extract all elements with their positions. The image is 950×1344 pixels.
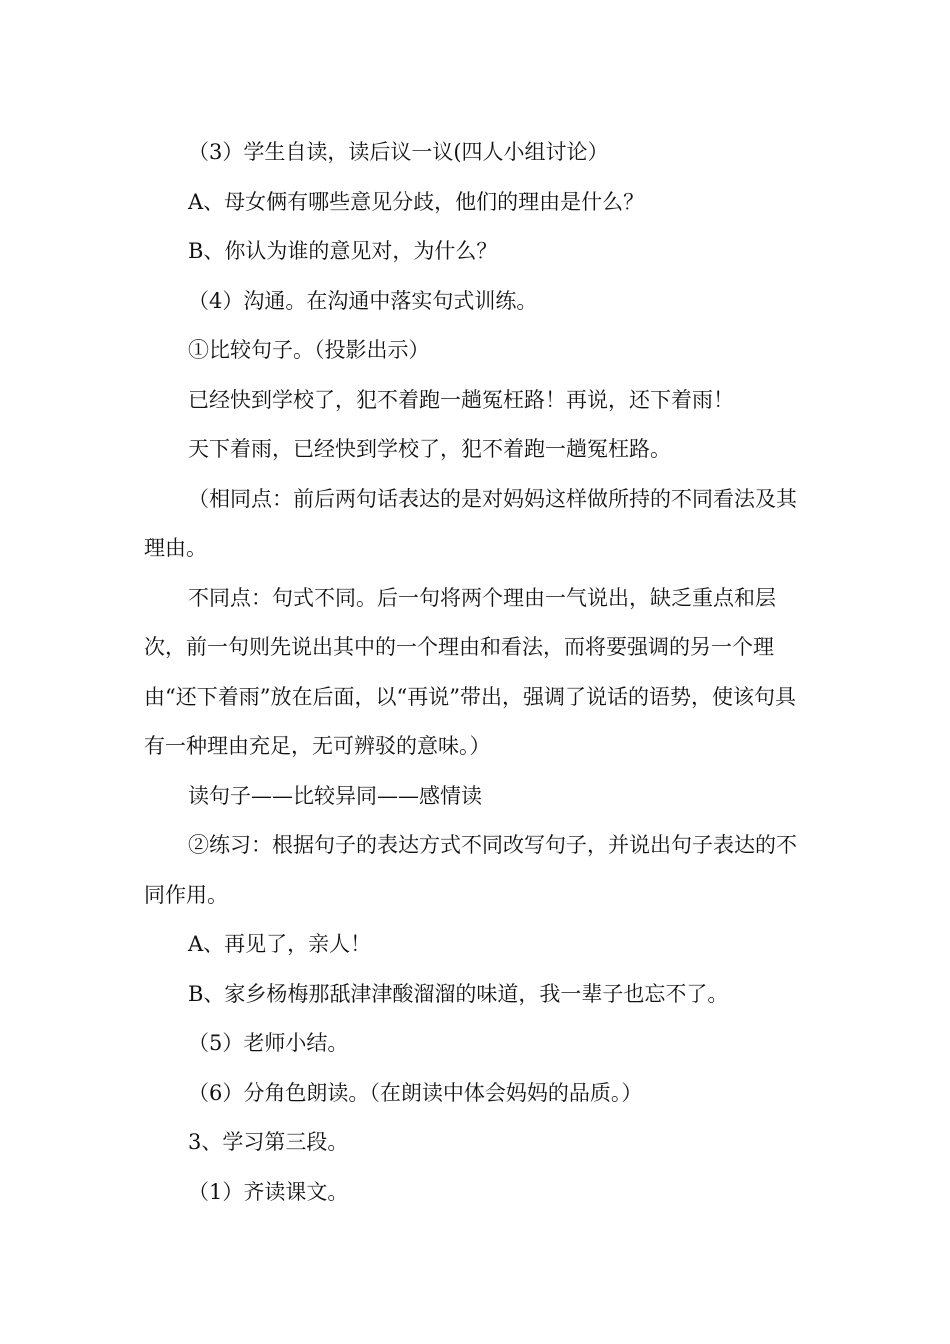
paragraph-exercise-b: B、家乡杨梅那舐津津酸溜溜的味道，我一辈子也忘不了。 xyxy=(188,981,729,1006)
document-body xyxy=(144,128,808,1217)
paragraph-step-5: （5）老师小结。 xyxy=(188,1031,349,1055)
paragraph-question-a: A、母女俩有哪些意见分歧，他们的理由是什么？ xyxy=(188,189,645,214)
paragraph-similarity: （相同点：前后两句话表达的是对妈妈这样做所持的不同看法及其理由。 xyxy=(144,486,797,560)
paragraph-step-6: （6）分角色朗读。（在朗读中体会妈妈的品质。） xyxy=(188,1080,643,1105)
paragraph-sentence-1: 已经快到学校了，犯不着跑一趟冤枉路！再说，还下着雨！ xyxy=(188,387,734,412)
paragraph-step-3: （3）学生自读，读后议一议(四人小组讨论） xyxy=(188,140,609,164)
paragraph-sentence-2: 天下着雨，已经快到学校了，犯不着跑一趟冤枉路。 xyxy=(188,437,671,461)
paragraph-compare-sentences: ①比较句子。（投影出示） xyxy=(188,338,430,362)
paragraph-difference: 不同点：句式不同。后一句将两个理由一气说出，缺乏重点和层次，前一句则先说出其中的一个理由和看法，而将要强调的另一个理由“还下着雨”放在后面，以“再说”带出，强调了说话的语势，使该句具有一种理由充足，无可辨驳的意味。） xyxy=(144,585,796,758)
paragraph-exercise-a: A、再见了，亲人！ xyxy=(188,932,372,956)
paragraph-exercise: ②练习：根据句子的表达方式不同改写句子，并说出句子表达的不同作用。 xyxy=(144,833,797,907)
paragraph-step-4: （4）沟通。在沟通中落实句式训练。 xyxy=(188,288,538,313)
paragraph-section-3: 3、学习第三段。 xyxy=(188,1130,349,1154)
paragraph-step-1: （1）齐读课文。 xyxy=(188,1179,349,1204)
paragraph-question-b: B、你认为谁的意见对，为什么？ xyxy=(188,239,498,263)
paragraph-reading-steps: 读句子——比较异同——感情读 xyxy=(188,783,482,808)
